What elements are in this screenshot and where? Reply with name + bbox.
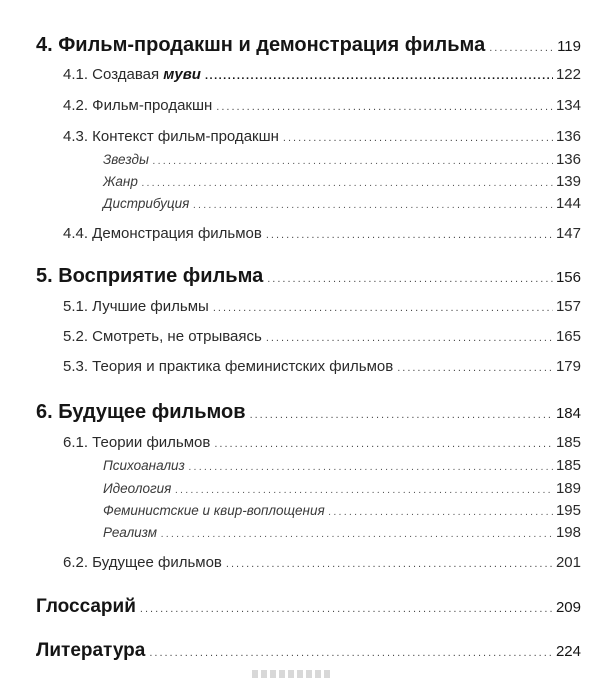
subentry-title: Жанр — [103, 174, 138, 189]
section-title: 4.2. Фильм-продакшн — [63, 97, 213, 114]
toc-subentry[interactable] — [103, 502, 581, 519]
dot-leader — [226, 558, 553, 570]
subentry-title: Идеология — [103, 481, 172, 496]
dot-leader — [250, 409, 553, 421]
toc-chapter-6[interactable] — [36, 401, 581, 424]
page-number: 185 — [555, 457, 581, 474]
literature-title: Литература — [36, 640, 146, 661]
toc-section-6-1[interactable] — [63, 434, 581, 451]
subentry-title: Психоанализ — [103, 458, 185, 473]
page-number: 184 — [555, 405, 581, 422]
toc-literature[interactable] — [36, 640, 581, 662]
section-title: 4.4. Демонстрация фильмов — [63, 225, 262, 242]
subentry-title: Дистрибуция — [103, 196, 190, 211]
dot-leader — [189, 462, 553, 473]
toc-subentry[interactable] — [103, 480, 581, 497]
toc-section-4-3[interactable] — [63, 128, 581, 145]
page-number: 134 — [555, 97, 581, 114]
toc-glossary[interactable] — [36, 596, 581, 618]
section-title: 6.1. Теории фильмов — [63, 434, 211, 451]
dot-leader — [214, 438, 553, 450]
dot-leader — [193, 200, 553, 211]
page-number: 139 — [555, 173, 581, 190]
toc-section-4-4[interactable] — [63, 225, 581, 242]
page-number: 189 — [555, 480, 581, 497]
dot-leader — [489, 42, 554, 54]
dot-leader — [267, 273, 553, 285]
toc-subentry[interactable] — [103, 457, 581, 474]
section-title: 6.2. Будущее фильмов — [63, 554, 222, 571]
page-number: 165 — [555, 328, 581, 345]
page-number: 156 — [555, 269, 581, 286]
dot-leader — [283, 132, 553, 144]
toc-chapter-5[interactable] — [36, 265, 581, 288]
dot-leader — [161, 529, 553, 540]
page-number: 147 — [555, 225, 581, 242]
toc-section-4-1[interactable] — [63, 66, 581, 83]
toc-section-6-2[interactable] — [63, 554, 581, 571]
toc-section-5-3[interactable] — [63, 358, 581, 375]
section-title: 5.2. Смотреть, не отрываясь — [63, 328, 262, 345]
toc-subentry[interactable] — [103, 173, 581, 190]
dot-leader — [205, 70, 553, 82]
toc-section-4-2[interactable] — [63, 97, 581, 114]
section-title: 4.1. Создавая муви — [63, 66, 201, 83]
page-number: 201 — [555, 554, 581, 571]
dot-leader — [266, 332, 553, 344]
toc-section-5-1[interactable] — [63, 298, 581, 315]
section-title: 5.1. Лучшие фильмы — [63, 298, 209, 315]
section-title-emphasis: муви — [163, 66, 201, 83]
page-number: 224 — [555, 643, 581, 660]
page-number: 144 — [555, 195, 581, 212]
dot-leader — [397, 362, 553, 374]
page-number: 157 — [555, 298, 581, 315]
dot-leader — [266, 229, 553, 241]
toc-chapter-4[interactable] — [36, 34, 581, 57]
section-title: 4.3. Контекст фильм-продакшн — [63, 128, 279, 145]
page-number: 195 — [555, 502, 581, 519]
glossary-title: Глоссарий — [36, 596, 136, 617]
subentry-title: Феминистские и квир-воплощения — [103, 503, 325, 518]
toc-subentry[interactable] — [103, 151, 581, 168]
toc-subentry[interactable] — [103, 195, 581, 212]
chapter-title: 5. Восприятие фильма — [36, 265, 264, 287]
subentry-title: Реализм — [103, 525, 158, 540]
page-number: 119 — [557, 38, 581, 55]
dot-leader — [140, 603, 553, 615]
chapter-title: 6. Будущее фильмов — [36, 401, 246, 423]
dot-leader — [213, 302, 553, 314]
page-number: 179 — [555, 358, 581, 375]
page-number: 136 — [555, 128, 581, 145]
toc-subentry[interactable] — [103, 524, 581, 541]
dot-leader — [153, 156, 553, 167]
dot-leader — [329, 507, 553, 518]
chapter-title: 4. Фильм-продакшн и демонстрация фильма — [36, 34, 486, 56]
subentry-title: Звезды — [103, 152, 149, 167]
page-number: 122 — [555, 66, 581, 83]
dot-leader — [149, 647, 553, 659]
toc-section-5-2[interactable] — [63, 328, 581, 345]
dot-leader — [175, 485, 553, 496]
page-number: 198 — [555, 524, 581, 541]
page-number: 209 — [555, 599, 581, 616]
scan-artifact — [252, 670, 332, 678]
page-number: 185 — [555, 434, 581, 451]
section-title: 5.3. Теория и практика феминистских фильмов — [63, 358, 394, 375]
page-number: 136 — [555, 151, 581, 168]
dot-leader — [142, 178, 553, 189]
dot-leader — [216, 101, 553, 113]
